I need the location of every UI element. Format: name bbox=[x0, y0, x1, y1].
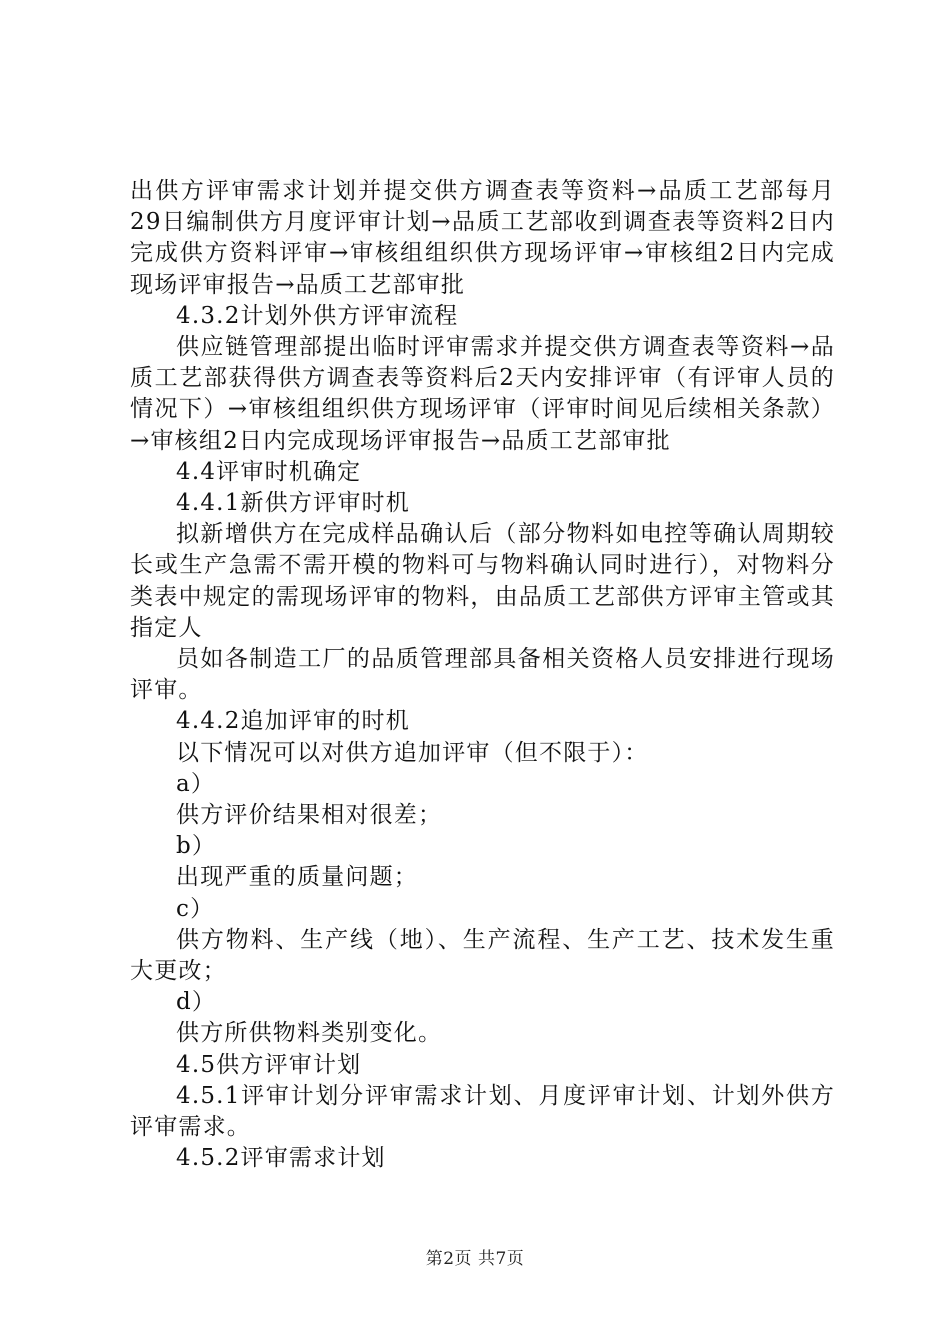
body-paragraph: 供应链管理部提出临时评审需求并提交供方调查表等资料→品质工艺部获得供方调查表等资料后2天内安排评审（有评审人员的情况下）→审核组组织供方现场评审（评审时间见后续相关条款）→审核组2日内完成现场评审报告→品质工艺部审批 bbox=[130, 334, 835, 454]
section-heading: 4.4评审时机确定 bbox=[176, 458, 362, 485]
list-marker: c） bbox=[176, 895, 215, 922]
section-heading: 4.5.2评审需求计划 bbox=[176, 1145, 386, 1172]
body-paragraph: 员如各制造工厂的品质管理部具备相关资格人员安排进行现场评审。 bbox=[130, 646, 835, 704]
list-marker: b） bbox=[176, 833, 217, 860]
list-item: 供方评价结果相对很差； bbox=[176, 802, 443, 829]
body-paragraph: 4.5.1评审计划分评审需求计划、月度评审计划、计划外供方评审需求。 bbox=[130, 1082, 835, 1141]
page-footer: 第2页 共7页 bbox=[425, 1249, 525, 1269]
list-item: 出现严重的质量问题； bbox=[176, 864, 418, 891]
body-paragraph: 以下情况可以对供方追加评审（但不限于）： bbox=[176, 739, 649, 766]
section-heading: 4.5供方评审计划 bbox=[176, 1051, 362, 1078]
list-marker: d） bbox=[176, 989, 217, 1016]
list-item: 供方物料、生产线（地）、生产流程、生产工艺、技术发生重大更改； bbox=[130, 926, 835, 985]
list-item: 供方所供物料类别变化。 bbox=[176, 1020, 443, 1047]
section-heading: 4.4.2追加评审的时机 bbox=[176, 708, 410, 735]
list-marker: a） bbox=[176, 770, 216, 797]
document-body bbox=[130, 176, 835, 1175]
section-heading: 4.3.2计划外供方评审流程 bbox=[176, 302, 459, 329]
body-paragraph: 拟新增供方在完成样品确认后（部分物料如电控等确认周期较长或生产急需不需开模的物料可与物料确认同时进行），对物料分类表中规定的需现场评审的物料，由品质工艺部供方评审主管或其指定人 bbox=[130, 521, 835, 641]
section-heading: 4.4.1新供方评审时机 bbox=[176, 490, 410, 517]
body-paragraph: 出供方评审需求计划并提交供方调查表等资料→品质工艺部每月29日编制供方月度评审计划→品质工艺部收到调查表等资料2日内完成供方资料评审→审核组组织供方现场评审→审核组2日内完成现场评审报告→品质工艺部审批 bbox=[130, 178, 835, 298]
